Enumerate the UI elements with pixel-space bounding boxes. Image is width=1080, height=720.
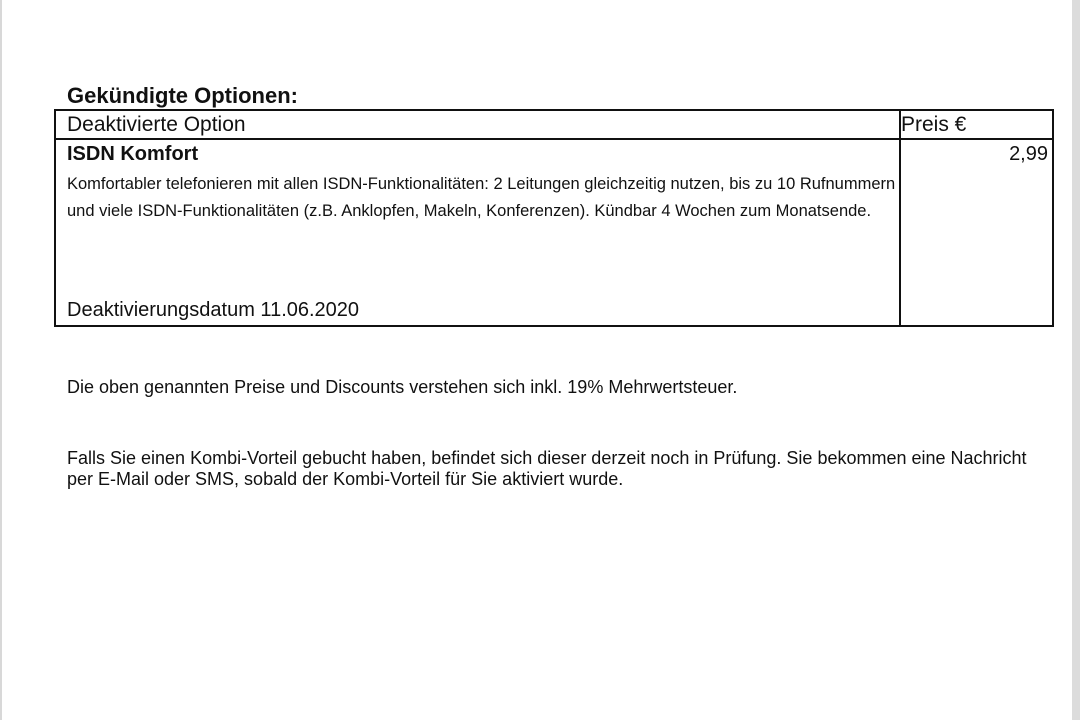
deactivation-date: Deaktivierungsdatum 11.06.2020 bbox=[67, 299, 360, 321]
page-edge-right bbox=[1072, 0, 1080, 720]
option-description: Komfortabler telefonieren mit allen ISDN-Funktionalitäten: 2 Leitungen gleichzeitig nutzen, bis zu 10 Rufnummern und viele ISDN-Funktionalitäten (z.B. Anklopfen, Makeln, Konferenzen). Kündbar 4 Wochen zum Monatsende. bbox=[67, 175, 896, 220]
header-deactivated-option: Deaktivierte Option bbox=[67, 113, 246, 136]
header-price: Preis € bbox=[901, 113, 967, 136]
kombi-note: Falls Sie einen Kombi-Vorteil gebucht haben, befindet sich dieser derzeit noch in Prüfung. Sie bekommen eine Nachricht per E-Mail oder SMS, sobald der Kombi-Vorteil für Sie aktiviert wurde. bbox=[67, 448, 1027, 489]
column-divider bbox=[899, 111, 901, 325]
vat-note: Die oben genannten Preise und Discounts verstehen sich inkl. 19% Mehrwertsteuer. bbox=[67, 377, 738, 397]
header-divider bbox=[56, 138, 1052, 140]
section-title: Gekündigte Optionen: bbox=[67, 83, 298, 108]
option-name: ISDN Komfort bbox=[67, 143, 199, 165]
deactivated-options-table bbox=[54, 109, 1054, 327]
option-price: 2,99 bbox=[1009, 143, 1048, 165]
page-edge-left bbox=[0, 0, 2, 720]
